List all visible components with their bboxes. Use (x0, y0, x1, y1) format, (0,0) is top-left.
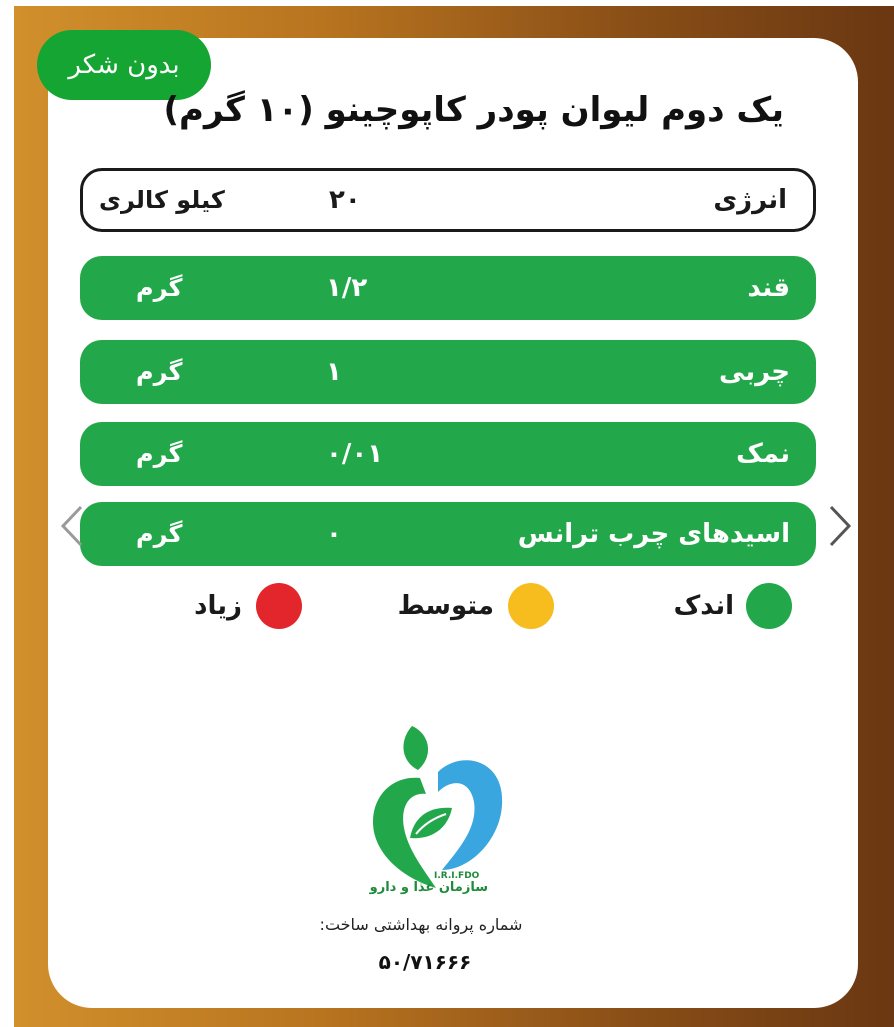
legend-high (186, 583, 304, 629)
legend-label-medium: متوسط (397, 591, 494, 621)
serving-title: یک دوم لیوان پودر کاپوچینو (۱۰ گرم) (163, 90, 784, 130)
nutrient-unit: گرم (136, 520, 183, 548)
legend-dot-low (746, 583, 792, 629)
nutrient-unit: گرم (136, 358, 183, 386)
nutrient-unit: گرم (136, 274, 183, 302)
license-label: شماره پروانه بهداشتی ساخت: (319, 915, 523, 934)
nutrient-value: ۰ (326, 519, 342, 549)
nutrient-label: چربی (719, 357, 790, 387)
nutrient-unit: کیلو کالری (99, 186, 225, 214)
legend-label-high: زیاد (194, 591, 242, 621)
nutrient-label: قند (747, 273, 790, 303)
nutrient-value: ۱ (326, 357, 342, 387)
legend-medium (397, 583, 556, 629)
next-slide-button[interactable] (820, 498, 860, 554)
nutrient-row-sugar (80, 256, 816, 320)
nutrient-row-trans-fat (80, 502, 816, 566)
legend-label-low: اندک (673, 591, 734, 621)
nutrient-value: ۲۰ (329, 185, 361, 215)
legend-dot-high (256, 583, 302, 629)
nutrient-value: ۱/۲ (326, 273, 368, 303)
nutrient-label: اسیدهای چرب ترانس (517, 519, 790, 549)
nutrient-row-fat (80, 340, 816, 404)
chevron-left-icon (59, 503, 85, 549)
legend-low (664, 583, 794, 629)
logo-persian-text: سازمان غذا و دارو (369, 880, 488, 895)
logo-english-text: I.R.I.FDO (434, 871, 480, 881)
nutrient-label: نمک (736, 439, 790, 469)
nutrient-row-energy (80, 168, 816, 232)
sugar-free-badge: بدون شکر (37, 30, 211, 100)
nutrient-row-salt (80, 422, 816, 486)
legend-dot-medium (508, 583, 554, 629)
license-number: ۵۰/۷۱۶۶۶ (378, 950, 472, 974)
nutrient-unit: گرم (136, 440, 183, 468)
prev-slide-button[interactable] (52, 498, 92, 554)
nutrient-value: ۰/۰۱ (326, 439, 384, 469)
nutrient-label: انرژی (713, 185, 787, 215)
chevron-right-icon (827, 503, 853, 549)
